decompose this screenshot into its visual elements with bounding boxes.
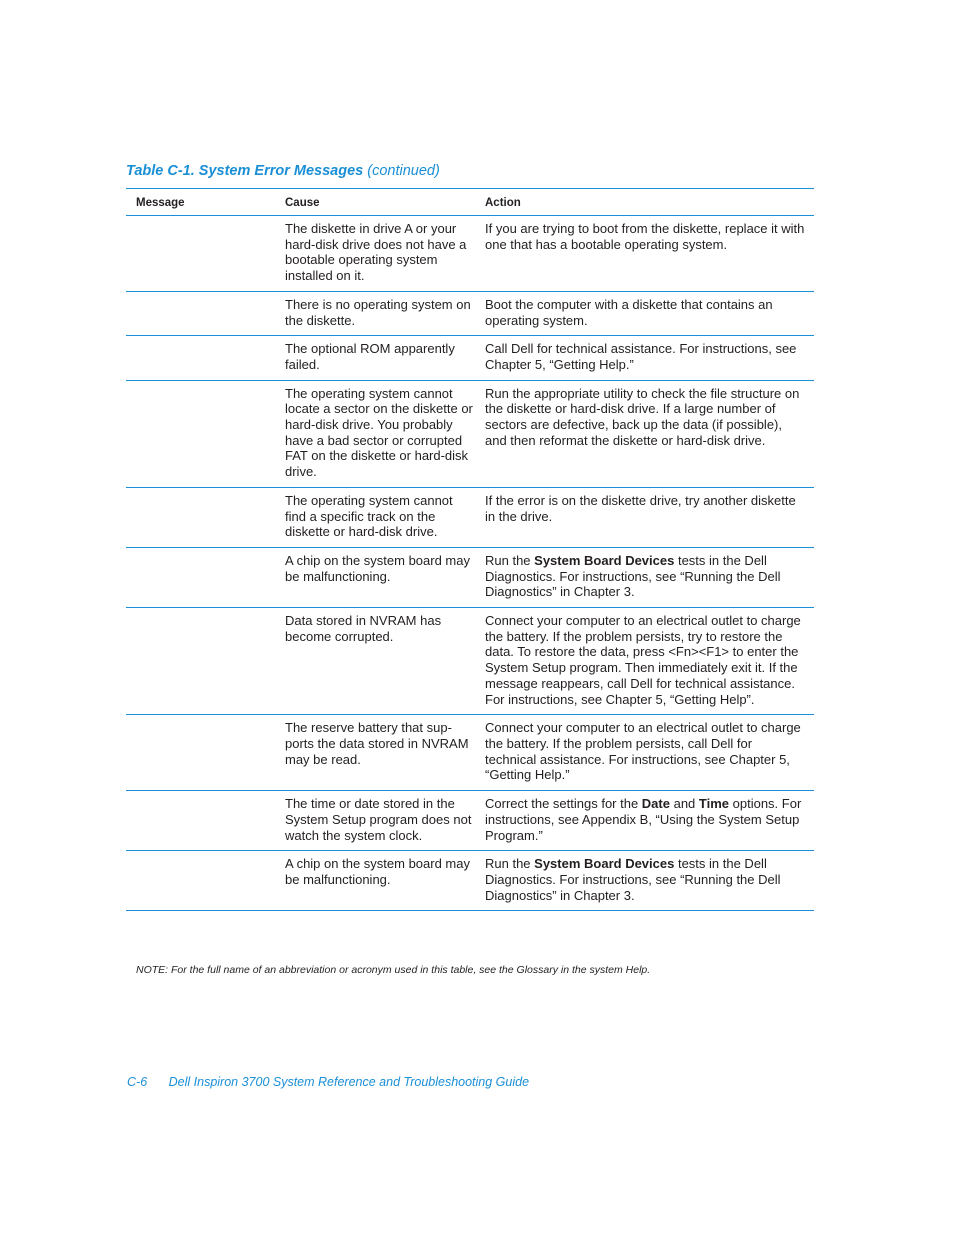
book-title: Dell Inspiron 3700 System Reference and Troubleshooting Guide [168, 1075, 530, 1089]
action-text: Connect your computer to an electrical outlet to charge the battery. If the problem persists, try to restore the data. To restore the data, press <Fn><F1> to enter the System Setup program. Then immediately exit it. If the message reappears, call Dell for technical assistance. For instructions, see Chapter 5, “Getting Help”. [485, 613, 801, 707]
cause-cell: The diskette in drive A or your hard-disk drive does not have a bootable operating system installed on it. [285, 221, 467, 284]
action-emphasis: System Board Devices [534, 552, 675, 568]
header-action: Action [485, 196, 521, 209]
header-cause: Cause [285, 196, 320, 209]
action-text: Run the appropriate utility to check the file structure on the diskette or hard-disk drive. If a large number of sectors are defective, back up the data (if possible), and then reformat the diskette or hard-disk drive. [485, 385, 800, 448]
table-caption [126, 163, 440, 179]
table-row [126, 791, 814, 851]
action-cell [485, 216, 814, 292]
action-text: If the error is on the diskette drive, try another diskette in the drive. [485, 492, 796, 524]
table-continued-label: (continued) [367, 163, 440, 179]
cause-cell: Data stored in NVRAM has become corrupted. [285, 613, 442, 644]
action-emphasis: System Board Devices [534, 856, 675, 872]
action-text: If you are trying to boot from the diskette, replace it with one that has a bootable operating system. [485, 221, 805, 252]
action-cell [485, 336, 814, 380]
message-cell [126, 336, 285, 380]
cause-cell: The operating system cannot find a specific track on the diskette or hard-disk drive. [285, 492, 453, 540]
action-cell [485, 791, 814, 851]
header-message: Message [136, 196, 185, 209]
action-text: options. For instructions, see Appendix B, “Using the System Setup Program.” [485, 796, 802, 843]
table-row [126, 487, 814, 547]
message-cell [126, 791, 285, 851]
table-body [126, 216, 814, 911]
cause-cell: The reserve battery that sup-ports the data stored in NVRAM may be read. [285, 720, 469, 767]
table-title: Table C-1. System Error Messages [126, 163, 364, 179]
page-footer [127, 1075, 529, 1089]
action-cell [485, 608, 814, 715]
message-cell [126, 608, 285, 715]
action-cell [485, 487, 814, 547]
message-cell [126, 487, 285, 547]
cause-cell: The time or date stored in the System Setup program does not watch the system clock. [285, 796, 472, 843]
action-text: Run the [485, 856, 535, 872]
table-row [126, 216, 814, 292]
action-cell [485, 851, 814, 911]
action-text: and [669, 796, 699, 812]
cause-cell: A chip on the system board may be malfunctioning. [285, 856, 470, 887]
cause-cell: The optional ROM apparently failed. [285, 341, 455, 372]
action-text: tests in the Dell Diagnostics. For instructions, see “Running the Dell Diagnostics” in Chapter 3. [485, 552, 781, 600]
action-text: Call Dell for technical assistance. For instructions, see Chapter 5, “Getting Help.” [485, 341, 797, 372]
table-row [126, 608, 814, 715]
error-messages-table-container [126, 188, 814, 911]
cause-cell: A chip on the system board may be malfunctioning. [285, 552, 470, 584]
table-row [126, 291, 814, 335]
message-cell [126, 216, 285, 292]
action-text: tests in the Dell Diagnostics. For instructions, see “Running the Dell Diagnostics” in Chapter 3. [485, 856, 781, 903]
message-cell [126, 380, 285, 487]
message-cell [126, 715, 285, 791]
table-row [126, 547, 814, 607]
message-cell [126, 291, 285, 335]
table-row [126, 715, 814, 791]
action-text: Connect your computer to an electrical outlet to charge the battery. If the problem persists, call Dell for technical assistance. For instructions, see Chapter 5, “Getting Help.” [485, 720, 801, 783]
action-emphasis: Date [641, 796, 670, 812]
table-row [126, 336, 814, 380]
action-cell [485, 547, 814, 607]
table-row [126, 380, 814, 487]
action-cell [485, 715, 814, 791]
action-cell [485, 380, 814, 487]
action-text: Correct the settings for the [485, 796, 642, 812]
table-header-row [126, 189, 814, 216]
action-emphasis: Time [698, 796, 730, 812]
cause-cell: There is no operating system on the diskette. [285, 296, 471, 328]
action-text: Boot the computer with a diskette that contains an operating system. [485, 296, 773, 328]
table-note: NOTE: For the full name of an abbreviation or acronym used in this table, see the Glossary in the system Help. [136, 964, 651, 976]
action-cell [485, 291, 814, 335]
message-cell [126, 547, 285, 607]
table-row [126, 851, 814, 911]
action-text: Run the [485, 552, 535, 568]
page-number: C-6 [127, 1075, 148, 1089]
message-cell [126, 851, 285, 911]
cause-cell: The operating system cannot locate a sector on the diskette or hard-disk drive. You probably have a bad sector or corrupted FAT on the diskette or hard-disk drive. [285, 385, 473, 480]
error-messages-table [126, 188, 814, 911]
